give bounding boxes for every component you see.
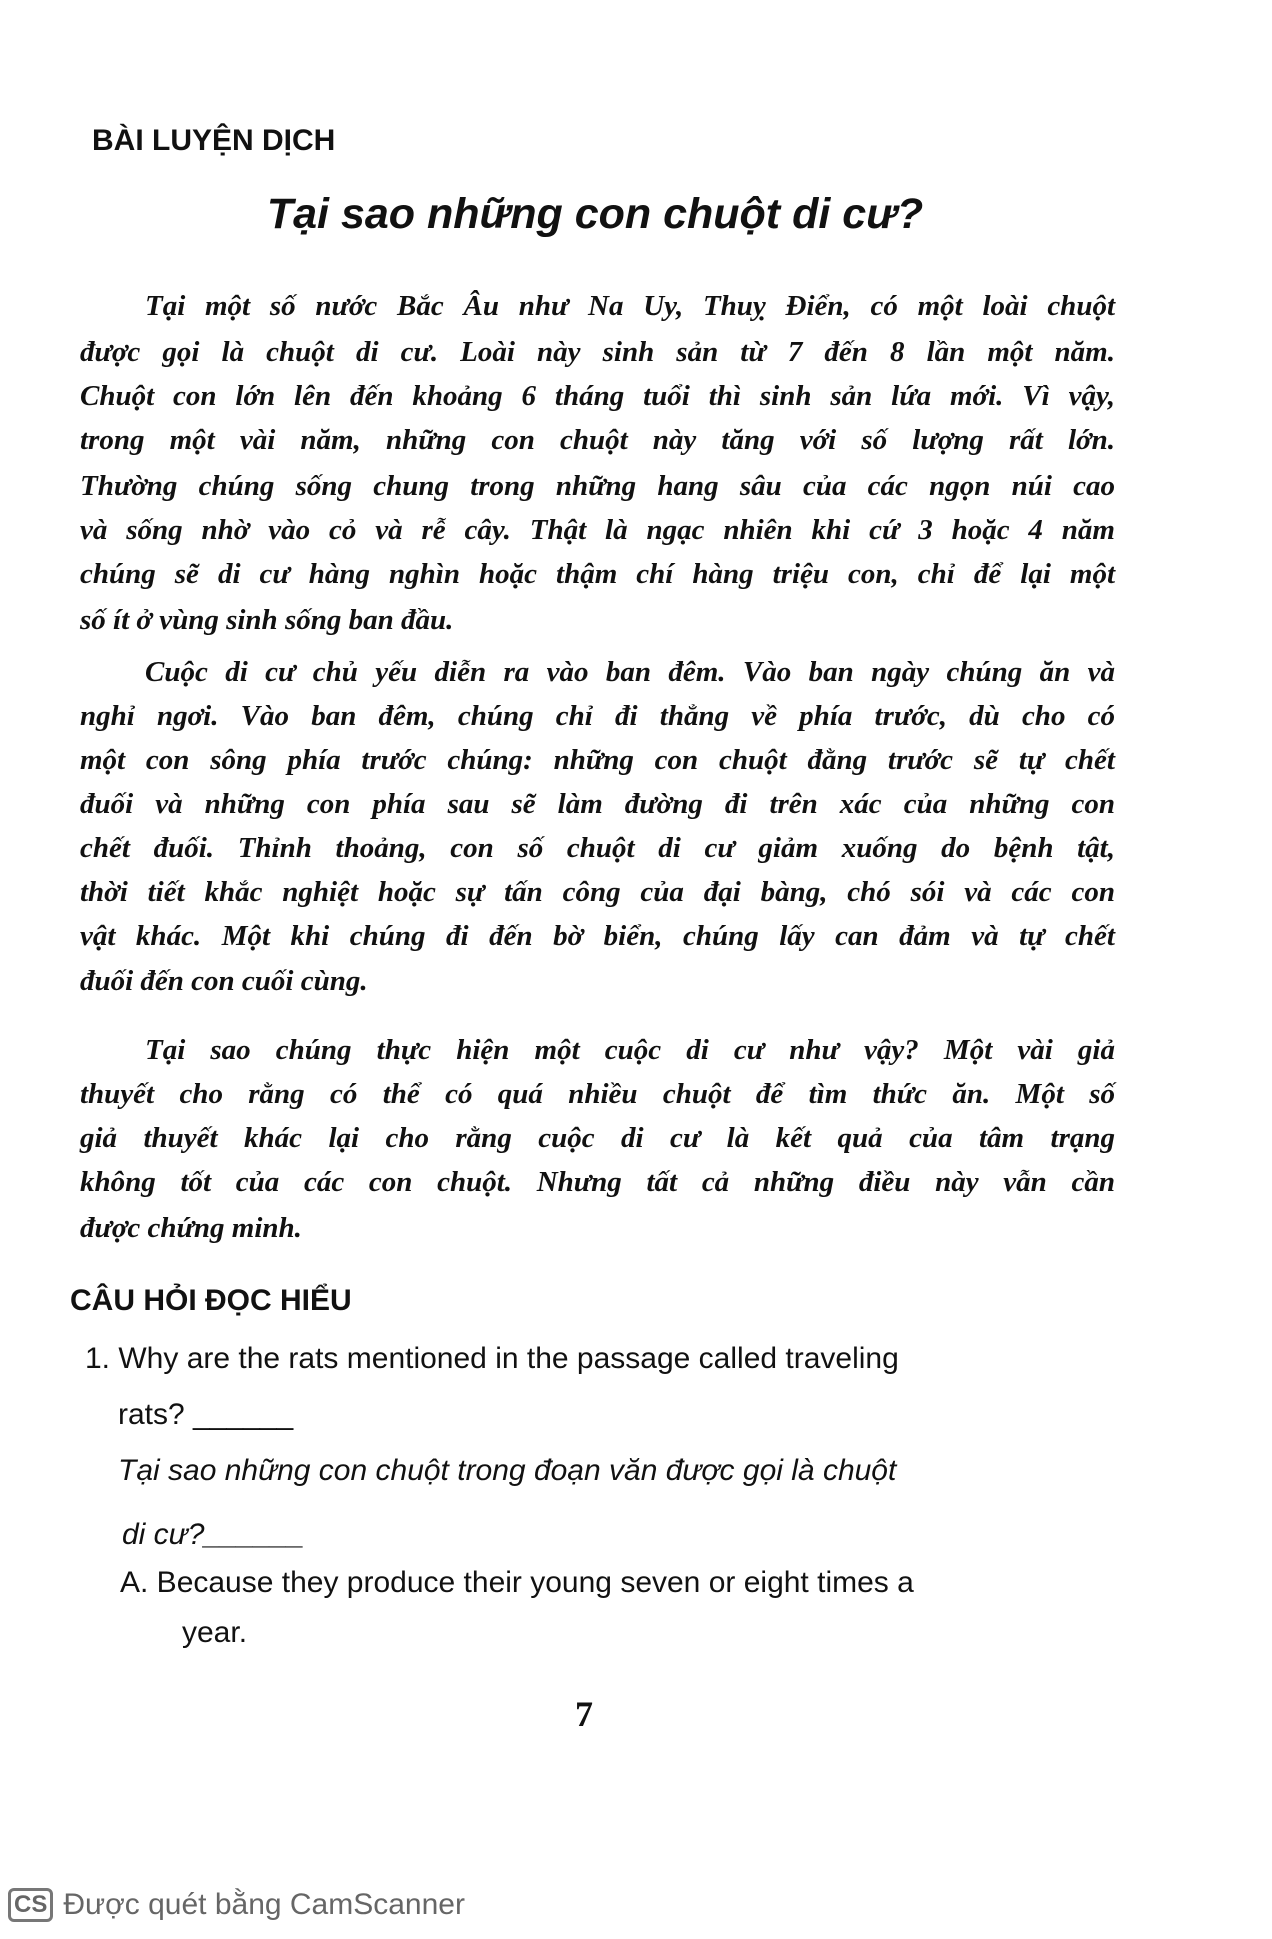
passage-line: Thường chúng sống chung trong những hang sâu của các ngọn núi cao [80,470,1115,502]
passage-line: thuyết cho rằng có thể có quá nhiều chuột để tìm thức ăn. Một số [80,1078,1115,1110]
passage-line: được gọi là chuột di cư. Loài này sinh sản từ 7 đến 8 lần một năm. [80,336,1115,368]
passage-line: được chứng minh. [80,1212,302,1244]
option-a-cont: year. [182,1616,248,1649]
passage-line: đuối đến con cuối cùng. [80,965,368,997]
passage-line: trong một vài năm, những con chuột này tăng với số lượng rất lớn. [80,424,1115,456]
question-1-translation-cont: di cư?______ [122,1518,305,1551]
question-1-text-cont: rats? ______ [118,1398,294,1431]
camscanner-footer [8,1888,465,1922]
page-number: 7 [575,1694,593,1734]
passage-line: thời tiết khắc nghiệt hoặc sự tấn công của đại bàng, chó sói và các con [80,876,1115,908]
question-1-text: 1. Why are the rats mentioned in the passage called traveling [85,1342,899,1375]
passage-line: số ít ở vùng sinh sống ban đầu. [80,604,454,636]
passage-line: nghỉ ngơi. Vào ban đêm, chúng chỉ đi thẳng về phía trước, dù cho có [80,700,1115,732]
passage-line: không tốt của các con chuột. Nhưng tất cả những điều này vẫn cần [80,1166,1115,1198]
passage-line: vật khác. Một khi chúng đi đến bờ biển, chúng lấy can đảm và tự chết [80,920,1115,952]
footer-text: Được quét bằng CamScanner [63,1888,465,1921]
option-a: A. Because they produce their young seven or eight times a [120,1566,914,1599]
page-title: Tại sao những con chuột di cư? [266,190,924,238]
passage-line: giả thuyết khác lại cho rằng cuộc di cư là kết quả của tâm trạng [80,1122,1115,1154]
camscanner-logo-icon: CS [8,1888,53,1922]
question-1-translation: Tại sao những con chuột trong đoạn văn được gọi là chuột [118,1454,897,1487]
passage-line: Tại sao chúng thực hiện một cuộc di cư như vậy? Một vài giả [145,1034,1115,1066]
passage-line: một con sông phía trước chúng: những con chuột đằng trước sẽ tự chết [80,744,1115,776]
section-heading: BÀI LUYỆN DỊCH [92,124,336,157]
questions-heading: CÂU HỎI ĐỌC HIỂU [70,1284,352,1317]
passage-line: Cuộc di cư chủ yếu diễn ra vào ban đêm. Vào ban ngày chúng ăn và [145,656,1115,688]
passage-line: Tại một số nước Bắc Âu như Na Uy, Thuỵ Điển, có một loài chuột [145,290,1115,322]
passage-line: đuối và những con phía sau sẽ làm đường đi trên xác của những con [80,788,1115,820]
passage-line: chết đuối. Thỉnh thoảng, con số chuột di cư giảm xuống do bệnh tật, [80,832,1115,864]
passage-line: và sống nhờ vào cỏ và rễ cây. Thật là ngạc nhiên khi cứ 3 hoặc 4 năm [80,514,1115,546]
passage-line: chúng sẽ di cư hàng nghìn hoặc thậm chí hàng triệu con, chỉ để lại một [80,558,1115,590]
passage-line: Chuột con lớn lên đến khoảng 6 tháng tuổi thì sinh sản lứa mới. Vì vậy, [80,380,1115,412]
